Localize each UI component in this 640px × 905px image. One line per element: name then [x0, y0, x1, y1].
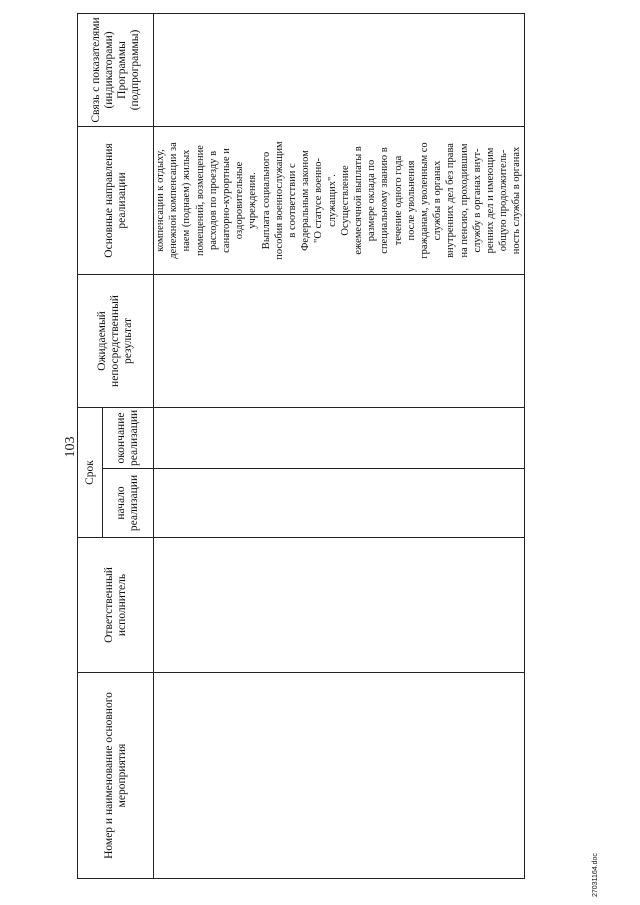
header-term-end: окончание реализации [103, 407, 154, 468]
table-row [154, 13, 525, 878]
directions-text: компенсации к отдыху, денежной компенсации за наем (поднаем) жилых помещений, возмещение расходов по проезду в санаторно-курортные и оздоровительные учреждения. Выплата социального пособия военнослужащим в соответствии с Федеральным законом "О статусе военно- служащих". Осуществление ежемесячной выплаты в размере оклада по специальному званию в течение одного года после увольнения гражданам, уволенным со службы в органах внутренних дел без права на пенсию, проходившим службу в органах внут- ренних дел и имеющим общую продолжитель- ность службы в органах [155, 141, 523, 260]
cell-term-start [154, 469, 525, 538]
header-executor: Ответственный исполнитель [78, 538, 154, 673]
page-number: 103 [63, 436, 78, 458]
cell-directions [154, 126, 525, 274]
document-file-name: 27031164.doc [592, 853, 599, 897]
cell-expected-result [154, 274, 525, 407]
header-link: Связь с показателями (индикаторами) Программы (подпрограммы) [78, 13, 154, 126]
cell-number-name [154, 673, 525, 879]
header-expected-result: Ожидаемый непосредственный результат [78, 274, 154, 407]
activities-table [77, 13, 525, 879]
cell-term-end [154, 407, 525, 468]
header-row-top [78, 13, 103, 878]
header-number-name: Номер и наименование основного мероприятия [78, 673, 154, 879]
cell-link [154, 13, 525, 126]
header-directions: Основные направления реализации [78, 126, 154, 274]
header-term-start: начало реализации [103, 469, 154, 538]
header-term: Срок [78, 407, 103, 537]
cell-executor [154, 538, 525, 673]
